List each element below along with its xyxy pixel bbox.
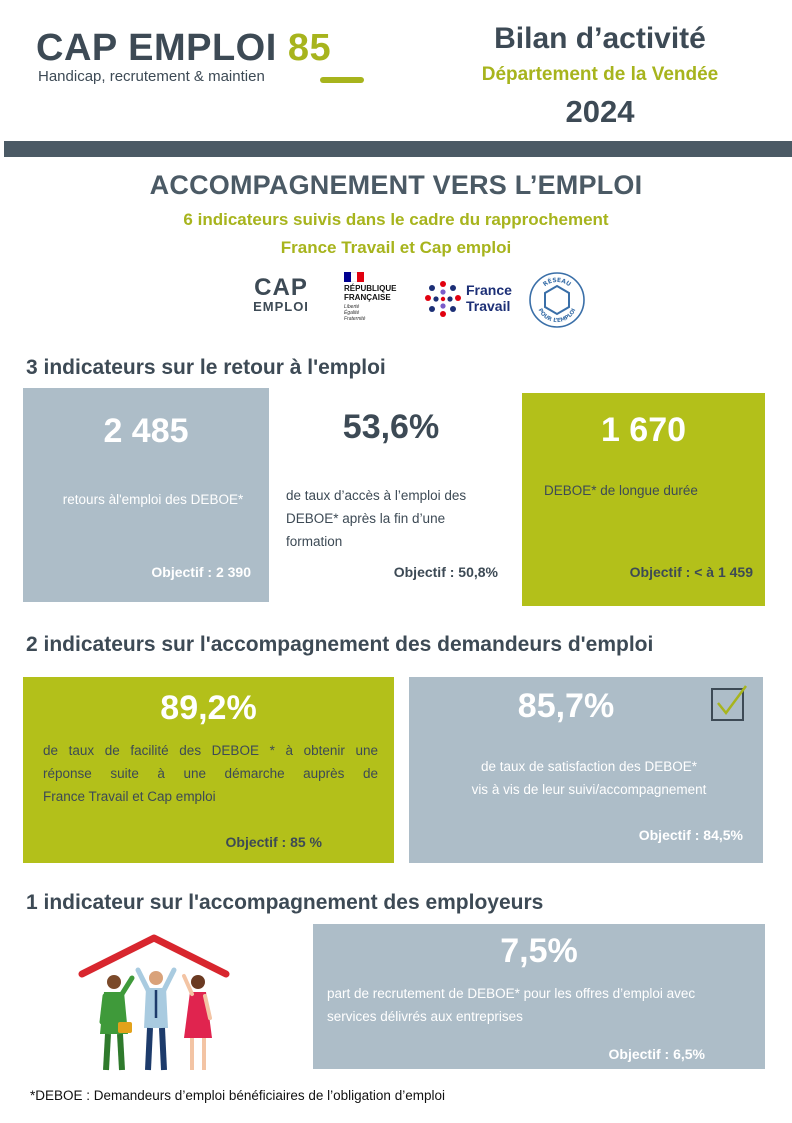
indicator-objective: Objectif : 85 % (225, 834, 322, 850)
indicator-card-satisfaction (409, 677, 763, 863)
indicator-value: 2 485 (103, 412, 189, 450)
indicator-description: de taux de facilité des DEBOE * à obtenir une réponse suite à une démarche auprès de France Travail et Cap emploi (43, 743, 378, 804)
indicator-value: 1 670 (600, 411, 687, 449)
department-label: Département de la Vendée (481, 64, 719, 85)
people-under-roof-illustration (76, 930, 232, 1076)
main-subheading-line1: 6 indicateurs suivis dans le cadre du rapprochement (183, 210, 609, 229)
france-travail-dots-icon (422, 278, 464, 320)
report-title: Bilan d’activité (494, 22, 706, 55)
indicator-card-training-access (276, 388, 516, 602)
header-divider-band (4, 141, 792, 157)
svg-text:POUR L’EMPLOI: POUR L’EMPLOI (536, 307, 578, 325)
indicator-objective: Objectif : 84,5% (638, 827, 743, 843)
indicator-objective: Objectif : 2 390 (151, 564, 251, 580)
indicator-description: retours àl'emploi des DEBOE* (62, 492, 244, 507)
checkbox-check-icon (709, 683, 749, 723)
partner-logos (232, 268, 592, 332)
logo-tagline: Handicap, recrutement & maintien (38, 68, 265, 85)
indicator-description: de taux de satisfaction des DEBOE* vis à vis de leur suivi/accompagnement (471, 759, 707, 797)
indicator-description: de taux d’accès à l’emploi des DEBOE* après la fin d’une formation (286, 488, 467, 549)
logo-number: 85 (287, 27, 332, 69)
indicator-objective: Objectif : 6,5% (608, 1046, 705, 1062)
cap-emploi-logo (36, 28, 331, 68)
section1-title: 3 indicateurs sur le retour à l'emploi (26, 356, 386, 379)
logo-accent-bar (320, 77, 364, 83)
indicator-value: 53,6% (342, 408, 440, 446)
france-travail-logo: France Travail (422, 278, 522, 322)
indicator-description: part de recrutement de DEBOE* pour les offres d’emploi avec services délivrés aux entreprises (327, 986, 696, 1024)
svg-text:RÉSEAU: RÉSEAU (541, 276, 573, 289)
footnote: *DEBOE : Demandeurs d’emploi bénéficiaires de l’obligation d’emploi (30, 1088, 445, 1103)
indicator-value: 85,7% (517, 687, 615, 725)
indicator-card-return-to-work (23, 388, 269, 602)
french-flag-icon (344, 272, 364, 282)
logo-name: CAP EMPLOI (36, 27, 277, 69)
section2-title: 2 indicateurs sur l'accompagnement des demandeurs d'emploi (26, 633, 654, 656)
indicator-objective: Objectif : < à 1 459 (629, 564, 753, 580)
indicator-card-ease-of-response (23, 677, 394, 863)
indicator-card-long-term (522, 393, 765, 606)
main-subheading-line2: France Travail et Cap emploi (280, 238, 512, 257)
republique-francaise-logo: RÉPUBLIQUE FRANÇAISE Liberté Égalité Fraternité (344, 272, 414, 322)
indicator-description: DEBOE* de longue durée (544, 483, 698, 498)
section3-title: 1 indicateur sur l'accompagnement des employeurs (26, 891, 544, 914)
cap-emploi-partner-logo: CAP EMPLOI (253, 274, 309, 314)
reseau-pour-emploi-logo (528, 270, 586, 330)
indicator-objective: Objectif : 50,8% (393, 564, 498, 580)
report-year: 2024 (565, 94, 635, 129)
indicator-value: 7,5% (500, 932, 578, 970)
indicator-card-employer-recruitment (313, 924, 765, 1069)
main-heading: ACCOMPAGNEMENT VERS L’EMPLOI (149, 170, 643, 200)
indicator-value: 89,2% (160, 689, 257, 727)
